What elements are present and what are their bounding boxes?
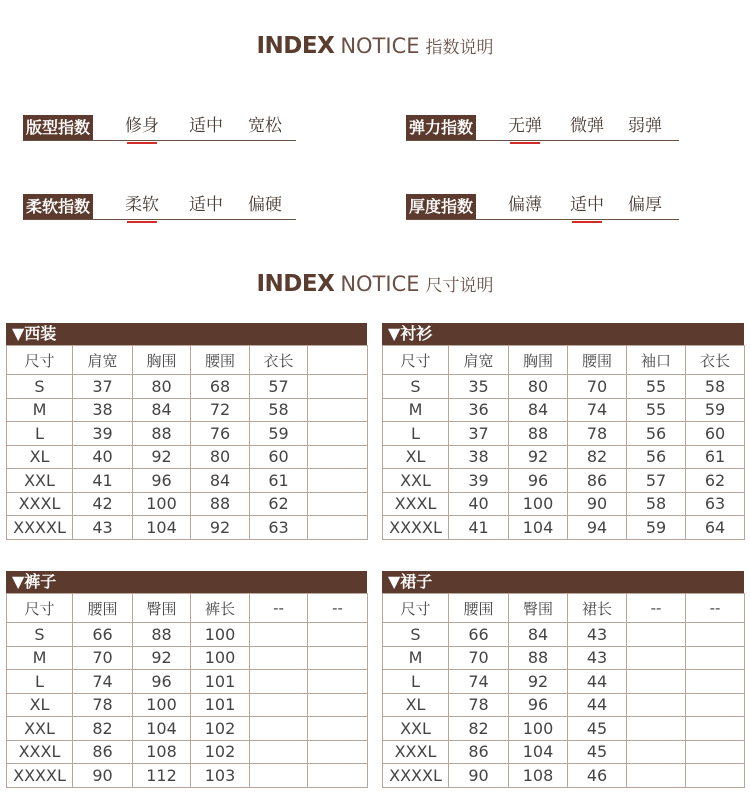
- measurement-cell: 102: [191, 740, 250, 764]
- table-title: ▼西装: [6, 323, 367, 345]
- size-cell: XXXL: [7, 740, 73, 764]
- measurement-cell: 62: [686, 469, 745, 493]
- measurement-cell: [627, 717, 686, 741]
- table-row: [383, 717, 745, 741]
- measurement-cell: 40: [449, 492, 509, 516]
- measurement-cell: 56: [627, 445, 686, 469]
- measurement-cell: 100: [191, 623, 250, 647]
- measurement-cell: 58: [686, 375, 745, 399]
- measurement-cell: 88: [509, 646, 568, 670]
- measurement-cell: 94: [568, 516, 627, 540]
- measurement-cell: 76: [191, 422, 250, 446]
- measurement-cell: 80: [133, 375, 191, 399]
- thickness-option-3: 偏厚: [628, 195, 662, 215]
- measurement-cell: [308, 717, 368, 741]
- measurement-cell: [308, 422, 368, 446]
- measurement-cell: 78: [449, 693, 509, 717]
- suit-size-table: [6, 323, 367, 540]
- measurement-cell: 42: [73, 492, 133, 516]
- measurement-cell: 92: [509, 670, 568, 694]
- size-grid: [6, 345, 368, 540]
- measurement-cell: [308, 469, 368, 493]
- table-title: ▼裤子: [6, 571, 367, 593]
- measurement-cell: 108: [509, 764, 568, 788]
- measurement-cell: 59: [250, 422, 308, 446]
- size-cell: XXXL: [383, 492, 449, 516]
- table-row: [383, 764, 745, 788]
- table-row: [7, 398, 368, 422]
- size-cell: L: [383, 422, 449, 446]
- thickness-option-1: 偏薄: [508, 195, 542, 215]
- column-header: 胸围: [133, 346, 191, 375]
- table-header-row: [383, 594, 745, 623]
- size-grid: [382, 593, 745, 788]
- measurement-cell: [627, 646, 686, 670]
- measurement-cell: 92: [133, 646, 191, 670]
- measurement-cell: 78: [73, 693, 133, 717]
- measurement-cell: 60: [686, 422, 745, 446]
- measurement-cell: 70: [568, 375, 627, 399]
- measurement-cell: 108: [133, 740, 191, 764]
- table-row: [383, 646, 745, 670]
- column-header: 肩宽: [449, 346, 509, 375]
- measurement-cell: 43: [568, 623, 627, 647]
- title-cn: 尺寸说明: [425, 276, 494, 296]
- measurement-cell: 101: [191, 693, 250, 717]
- pants-size-table: [6, 571, 367, 788]
- measurement-cell: 92: [191, 516, 250, 540]
- measurement-cell: 82: [449, 717, 509, 741]
- measurement-cell: 84: [509, 398, 568, 422]
- size-cell: S: [7, 623, 73, 647]
- measurement-cell: [308, 740, 368, 764]
- measurement-cell: 112: [133, 764, 191, 788]
- measurement-cell: 86: [73, 740, 133, 764]
- column-header: 裙长: [568, 594, 627, 623]
- table-row: [7, 670, 368, 694]
- measurement-cell: 72: [191, 398, 250, 422]
- measurement-cell: 88: [509, 422, 568, 446]
- measurement-cell: 55: [627, 398, 686, 422]
- softness-option-1: 柔软: [125, 195, 159, 215]
- column-header: 腰围: [73, 594, 133, 623]
- measurement-cell: 82: [73, 717, 133, 741]
- measurement-cell: [686, 740, 745, 764]
- column-header: 袖口: [627, 346, 686, 375]
- table-row: [383, 693, 745, 717]
- measurement-cell: 84: [509, 623, 568, 647]
- column-header: 尺寸: [383, 346, 449, 375]
- measurement-cell: 104: [509, 516, 568, 540]
- table-row: [7, 740, 368, 764]
- measurement-cell: 38: [73, 398, 133, 422]
- size-grid: [6, 593, 368, 788]
- measurement-cell: 88: [133, 623, 191, 647]
- measurement-cell: [686, 764, 745, 788]
- column-header: --: [250, 594, 308, 623]
- measurement-cell: 92: [509, 445, 568, 469]
- column-header: --: [308, 594, 368, 623]
- measurement-cell: 57: [627, 469, 686, 493]
- measurement-cell: [686, 717, 745, 741]
- measurement-cell: 41: [73, 469, 133, 493]
- measurement-cell: 96: [133, 670, 191, 694]
- measurement-cell: 90: [449, 764, 509, 788]
- measurement-cell: [627, 740, 686, 764]
- measurement-cell: [308, 492, 368, 516]
- measurement-cell: [308, 646, 368, 670]
- measurement-cell: 66: [73, 623, 133, 647]
- column-header: 臀围: [509, 594, 568, 623]
- column-header: 臀围: [133, 594, 191, 623]
- measurement-cell: 60: [250, 445, 308, 469]
- measurement-cell: 104: [509, 740, 568, 764]
- measurement-cell: [250, 740, 308, 764]
- title-cn: 指数说明: [425, 38, 494, 58]
- measurement-cell: [250, 646, 308, 670]
- column-header: 腰围: [191, 346, 250, 375]
- measurement-cell: 100: [191, 646, 250, 670]
- measurement-cell: [308, 375, 368, 399]
- measurement-cell: 70: [449, 646, 509, 670]
- measurement-cell: 62: [250, 492, 308, 516]
- table-row: [7, 492, 368, 516]
- measurement-cell: 80: [191, 445, 250, 469]
- measurement-cell: 36: [449, 398, 509, 422]
- size-grid: [382, 345, 745, 540]
- measurement-cell: 68: [191, 375, 250, 399]
- column-header: --: [627, 594, 686, 623]
- measurement-cell: 41: [449, 516, 509, 540]
- size-cell: XL: [383, 445, 449, 469]
- softness-index-row: [23, 194, 296, 220]
- size-cell: XXL: [7, 469, 73, 493]
- skirt-size-table: [382, 571, 744, 788]
- table-row: [7, 422, 368, 446]
- measurement-cell: 39: [73, 422, 133, 446]
- measurement-cell: 100: [509, 492, 568, 516]
- table-row: [7, 375, 368, 399]
- measurement-cell: 70: [73, 646, 133, 670]
- measurement-cell: [308, 693, 368, 717]
- size-cell: XXXXL: [7, 516, 73, 540]
- table-row: [383, 670, 745, 694]
- size-cell: S: [7, 375, 73, 399]
- table-title: ▼衬衫: [382, 323, 744, 345]
- measurement-cell: [250, 764, 308, 788]
- measurement-cell: 84: [191, 469, 250, 493]
- measurement-cell: 64: [686, 516, 745, 540]
- table-row: [7, 516, 368, 540]
- measurement-cell: 100: [133, 492, 191, 516]
- measurement-cell: 40: [73, 445, 133, 469]
- column-header: 胸围: [509, 346, 568, 375]
- measurement-cell: [308, 445, 368, 469]
- measurement-cell: 63: [250, 516, 308, 540]
- measurement-cell: 96: [133, 469, 191, 493]
- measurement-cell: [308, 516, 368, 540]
- size-cell: M: [7, 398, 73, 422]
- measurement-cell: 90: [73, 764, 133, 788]
- measurement-cell: [627, 764, 686, 788]
- measurement-cell: [627, 693, 686, 717]
- table-row: [383, 516, 745, 540]
- size-notice-title: [0, 271, 750, 297]
- measurement-cell: 44: [568, 670, 627, 694]
- measurement-cell: 88: [191, 492, 250, 516]
- measurement-cell: 63: [686, 492, 745, 516]
- measurement-cell: 74: [73, 670, 133, 694]
- size-cell: XXL: [7, 717, 73, 741]
- size-cell: XXL: [383, 469, 449, 493]
- measurement-cell: 90: [568, 492, 627, 516]
- column-header: [308, 346, 368, 375]
- size-cell: S: [383, 375, 449, 399]
- table-row: [383, 469, 745, 493]
- measurement-cell: [250, 717, 308, 741]
- measurement-cell: 59: [686, 398, 745, 422]
- measurement-cell: [250, 670, 308, 694]
- table-row: [383, 740, 745, 764]
- softness-index-label: 柔软指数: [23, 194, 93, 219]
- fit-index-row: [23, 115, 296, 141]
- column-header: 腰围: [568, 346, 627, 375]
- measurement-cell: [250, 623, 308, 647]
- size-cell: L: [7, 670, 73, 694]
- measurement-cell: [308, 670, 368, 694]
- fit-option-1: 修身: [125, 116, 159, 136]
- measurement-cell: 58: [250, 398, 308, 422]
- measurement-cell: 43: [568, 646, 627, 670]
- measurement-cell: 80: [509, 375, 568, 399]
- measurement-cell: 82: [568, 445, 627, 469]
- column-header: 尺寸: [383, 594, 449, 623]
- measurement-cell: 100: [509, 717, 568, 741]
- size-cell: XXXL: [7, 492, 73, 516]
- measurement-cell: 37: [449, 422, 509, 446]
- table-row: [383, 375, 745, 399]
- stretch-index-label: 弹力指数: [406, 115, 476, 140]
- size-cell: XXXXL: [383, 764, 449, 788]
- column-header: 腰围: [449, 594, 509, 623]
- measurement-cell: [308, 623, 368, 647]
- size-cell: M: [383, 398, 449, 422]
- thickness-index-row: [406, 194, 679, 220]
- column-header: 尺寸: [7, 346, 73, 375]
- table-row: [383, 623, 745, 647]
- shirt-size-table: [382, 323, 744, 540]
- measurement-cell: 96: [509, 469, 568, 493]
- title-rest: NOTICE: [340, 272, 420, 296]
- size-cell: M: [383, 646, 449, 670]
- measurement-cell: [308, 764, 368, 788]
- measurement-cell: 57: [250, 375, 308, 399]
- measurement-cell: 45: [568, 740, 627, 764]
- title-bold: INDEX: [256, 271, 335, 297]
- measurement-cell: 44: [568, 693, 627, 717]
- measurement-cell: [627, 670, 686, 694]
- table-row: [383, 445, 745, 469]
- measurement-cell: 61: [686, 445, 745, 469]
- table-row: [383, 422, 745, 446]
- stretch-option-3: 弱弹: [628, 116, 662, 136]
- measurement-cell: 46: [568, 764, 627, 788]
- measurement-cell: 101: [191, 670, 250, 694]
- measurement-cell: 55: [627, 375, 686, 399]
- measurement-cell: 45: [568, 717, 627, 741]
- fit-option-3: 宽松: [248, 116, 282, 136]
- size-cell: XXL: [383, 717, 449, 741]
- measurement-cell: 58: [627, 492, 686, 516]
- measurement-cell: 56: [627, 422, 686, 446]
- thickness-option-2: 适中: [570, 195, 604, 215]
- fit-index-label: 版型指数: [23, 115, 93, 140]
- table-row: [7, 646, 368, 670]
- measurement-cell: [308, 398, 368, 422]
- measurement-cell: [686, 646, 745, 670]
- measurement-cell: 88: [133, 422, 191, 446]
- measurement-cell: 78: [568, 422, 627, 446]
- measurement-cell: 86: [449, 740, 509, 764]
- measurement-cell: [686, 623, 745, 647]
- table-title: ▼裙子: [382, 571, 744, 593]
- stretch-option-1: 无弹: [508, 116, 542, 136]
- table-header-row: [7, 346, 368, 375]
- table-row: [7, 717, 368, 741]
- measurement-cell: 43: [73, 516, 133, 540]
- index-notice-title: [0, 33, 750, 59]
- table-row: [7, 764, 368, 788]
- measurement-cell: 35: [449, 375, 509, 399]
- measurement-cell: 96: [509, 693, 568, 717]
- size-cell: XL: [7, 693, 73, 717]
- measurement-cell: [686, 693, 745, 717]
- table-row: [7, 623, 368, 647]
- table-header-row: [7, 594, 368, 623]
- size-cell: XXXXL: [7, 764, 73, 788]
- measurement-cell: 104: [133, 516, 191, 540]
- column-header: 尺寸: [7, 594, 73, 623]
- table-row: [7, 693, 368, 717]
- table-header-row: [383, 346, 745, 375]
- measurement-cell: 103: [191, 764, 250, 788]
- table-row: [7, 445, 368, 469]
- size-cell: XXXXL: [383, 516, 449, 540]
- measurement-cell: 39: [449, 469, 509, 493]
- thickness-index-label: 厚度指数: [406, 194, 476, 219]
- measurement-cell: 104: [133, 717, 191, 741]
- stretch-index-row: [406, 115, 679, 141]
- size-cell: L: [7, 422, 73, 446]
- measurement-cell: [686, 670, 745, 694]
- measurement-cell: 66: [449, 623, 509, 647]
- measurement-cell: 102: [191, 717, 250, 741]
- size-cell: M: [7, 646, 73, 670]
- measurement-cell: 37: [73, 375, 133, 399]
- column-header: 衣长: [686, 346, 745, 375]
- stretch-option-2: 微弹: [570, 116, 604, 136]
- measurement-cell: [627, 623, 686, 647]
- title-rest: NOTICE: [340, 34, 420, 58]
- size-cell: XXXL: [383, 740, 449, 764]
- fit-option-2: 适中: [189, 116, 223, 136]
- column-header: --: [686, 594, 745, 623]
- column-header: 肩宽: [73, 346, 133, 375]
- measurement-cell: 74: [449, 670, 509, 694]
- column-header: 裤长: [191, 594, 250, 623]
- softness-option-2: 适中: [189, 195, 223, 215]
- measurement-cell: 59: [627, 516, 686, 540]
- measurement-cell: 38: [449, 445, 509, 469]
- measurement-cell: 84: [133, 398, 191, 422]
- measurement-cell: 92: [133, 445, 191, 469]
- softness-option-3: 偏硬: [248, 195, 282, 215]
- size-cell: XL: [7, 445, 73, 469]
- measurement-cell: [250, 693, 308, 717]
- table-row: [383, 398, 745, 422]
- size-cell: S: [383, 623, 449, 647]
- table-row: [383, 492, 745, 516]
- size-cell: L: [383, 670, 449, 694]
- measurement-cell: 74: [568, 398, 627, 422]
- size-cell: XL: [383, 693, 449, 717]
- measurement-cell: 61: [250, 469, 308, 493]
- table-row: [7, 469, 368, 493]
- column-header: 衣长: [250, 346, 308, 375]
- title-bold: INDEX: [256, 33, 335, 59]
- measurement-cell: 86: [568, 469, 627, 493]
- measurement-cell: 100: [133, 693, 191, 717]
